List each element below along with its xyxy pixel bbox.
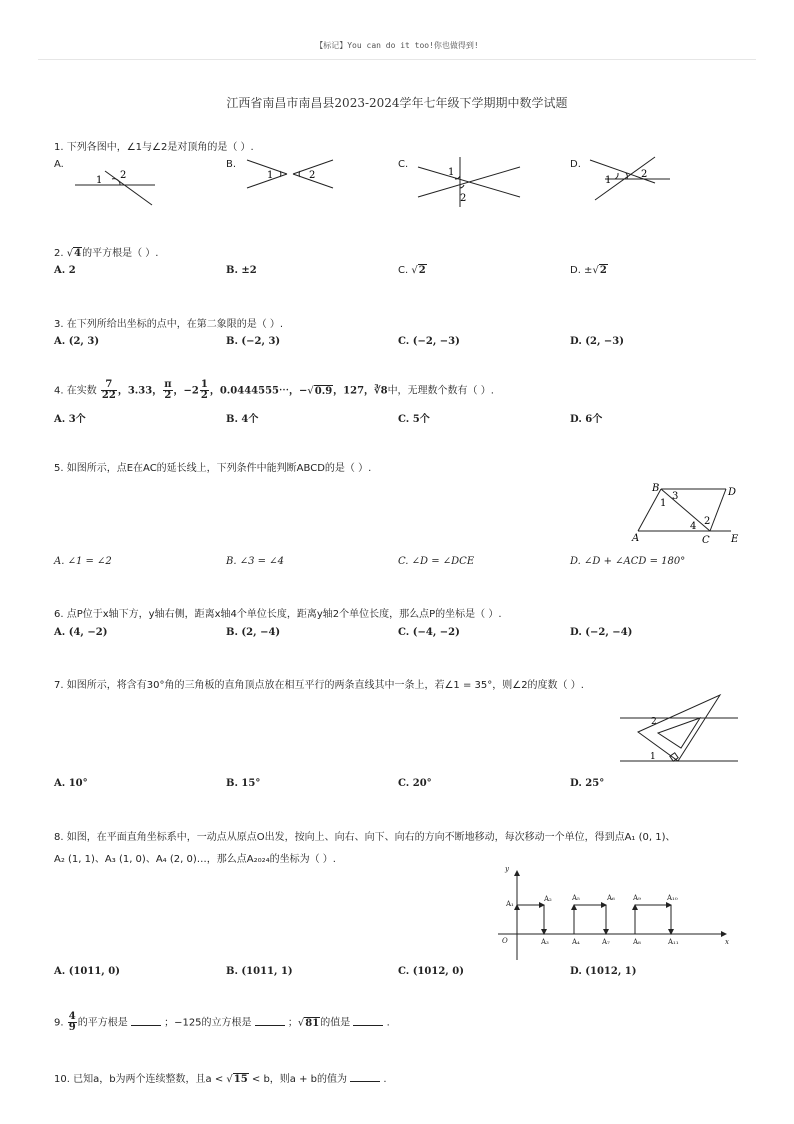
q5-angle-1: 1 [660,498,667,509]
q6-option-a[interactable]: A. (4, −2) [54,627,108,638]
q3-option-a[interactable]: A. (2, 3) [54,336,100,347]
q1-option-c[interactable]: C. [398,159,409,170]
q7-angle-1: 1 [650,752,656,762]
q8-label-a9: A₉ [633,894,641,902]
q5-option-c[interactable]: C. ∠D = ∠DCE [398,556,475,567]
q5-option-b[interactable]: B. ∠3 = ∠4 [226,556,284,567]
q8-option-b[interactable]: B. (1011, 1) [226,966,293,977]
q2-option-d[interactable]: D. ±√2 [570,265,607,276]
q6-option-b[interactable]: B. (2, −4) [226,627,281,638]
q1-figure-b [245,158,335,190]
q9-blank-3[interactable] [353,1016,383,1026]
q1d-angle-1: 1 [605,175,612,186]
q5-point-e: E [731,534,739,545]
q3-option-b[interactable]: B. (−2, 3) [226,336,281,347]
q7-option-c[interactable]: C. 20° [398,778,432,789]
q5-point-b: B [652,483,660,494]
q7-angle-2: 2 [651,717,657,727]
q8-label-a3: A₃ [541,938,549,946]
q8-figure [496,865,731,962]
q8-label-a11: A₁₁ [668,938,679,946]
q1c-angle-1: 1 [448,167,455,178]
q7-option-d[interactable]: D. 25° [570,778,605,789]
q8-label-a1: A₁ [506,900,514,908]
header-divider [38,59,756,60]
q5-angle-4: 4 [690,521,697,532]
q8-label-a6: A₆ [607,894,615,902]
question-2-stem: 2. √4的平方根是（ ）. [54,248,159,259]
q5-option-a[interactable]: A. ∠1 = ∠2 [54,556,112,567]
q1-figure-a [70,165,160,210]
q1c-angle-2: 2 [460,193,467,204]
q10-blank[interactable] [350,1072,380,1082]
q3-option-c[interactable]: C. (−2, −3) [398,336,460,347]
q1-figure-c [415,155,525,210]
q1-option-d[interactable]: D. [570,159,581,170]
question-4-stem: 4. 在实数 $\frac{7}{22}$ ，3.33， $\frac{\pi}{2}$ ，−2 $\frac{1}{2}$ ，0.0444555⋯，−√0.9，127，∛8中，无理数个数有（ ）. [54,379,494,401]
q5-angle-3: 3 [672,491,679,502]
question-3-stem: 3. 在下列所给出坐标的点中，在第二象限的是（ ）. [54,319,284,330]
q1d-angle-2: 2 [641,169,648,180]
q8-origin: O [502,937,508,945]
q4-fraction-7-22: $\frac{7}{22}$ [101,379,116,401]
q7-option-b[interactable]: B. 15° [226,778,261,789]
q9-fraction: $\frac{4}{9}$ [68,1011,76,1033]
q2-option-a[interactable]: A. 2 [54,265,76,276]
q8-label-a7: A₇ [602,938,610,946]
question-6-stem: 6. 点P位于x轴下方，y轴右侧，距离x轴4个单位长度，距离y轴2个单位长度，那么点P的坐标是（ ）. [54,609,502,620]
q3-option-d[interactable]: D. (2, −3) [570,336,624,347]
q4-option-d[interactable]: D. 6个 [570,414,603,425]
q8-label-a10: A₁₀ [667,894,678,902]
q8-axis-y: y [505,865,509,873]
q8-label-a8: A₈ [633,938,641,946]
q4-fraction-pi-2: $\frac{\pi}{2}$ [164,379,172,401]
question-8-stem-line2: A₂ (1, 1)、A₃ (1, 0)、A₄ (2, 0)…，那么点A₂₀₂₄的坐标为（ ）. [54,854,336,865]
q2-option-b[interactable]: B. ±2 [226,265,257,276]
q5-angle-2: 2 [704,516,711,527]
page-banner: 【标记】You can do it too!你也做得到! [315,41,479,50]
q2-option-c[interactable]: C. √2 [398,265,426,276]
q9-blank-2[interactable] [255,1016,285,1026]
q6-option-d[interactable]: D. (−2, −4) [570,627,633,638]
q5-point-d: D [728,487,737,498]
page-title: 江西省南昌市南昌县2023-2024学年七年级下学期期中数学试题 [226,96,568,110]
q8-option-d[interactable]: D. (1012, 1) [570,966,637,977]
q1-figure-d [585,155,675,205]
q8-label-a2: A₂ [544,895,552,903]
question-1-stem: 1. 下列各图中，∠1与∠2是对顶角的是（ ）. [54,142,254,153]
q1-option-a[interactable]: A. [54,159,64,170]
q4-mixed-fraction: $\frac{1}{2}$ [200,379,208,401]
q6-option-c[interactable]: C. (−4, −2) [398,627,460,638]
q5-figure [634,482,744,544]
q8-option-c[interactable]: C. (1012, 0) [398,966,464,977]
q9-blank-1[interactable] [131,1016,161,1026]
q1-option-b[interactable]: B. [226,159,237,170]
q4-option-a[interactable]: A. 3个 [54,414,86,425]
question-7-stem: 7. 如图所示，将含有30°角的三角板的直角顶点放在相互平行的两条直线其中一条上，若∠1 = 35°，则∠2的度数（ ）. [54,680,584,691]
question-5-stem: 5. 如图所示，点E在AC的延长线上，下列条件中能判断ABCD的是（ ）. [54,463,372,474]
q8-option-a[interactable]: A. (1011, 0) [54,966,120,977]
question-8-stem-line1: 8. 如图，在平面直角坐标系中，一动点从原点O出发，按向上、向右、向下、向右的方向不断地移动，每次移动一个单位，得到点A₁ (0, 1)、 [54,832,676,843]
q4-option-c[interactable]: C. 5个 [398,414,430,425]
question-10-stem: 10. 已知a，b为两个连续整数，且a < √15 < b，则a + b的值为 . [54,1074,387,1085]
q1b-angle-2: 2 [309,170,316,181]
q1b-angle-1: 1 [267,170,274,181]
q1a-angle-2: 2 [120,170,127,181]
q8-label-a4: A₄ [572,938,580,946]
q1a-angle-1: 1 [96,175,103,186]
q7-option-a[interactable]: A. 10° [54,778,88,789]
q5-option-d[interactable]: D. ∠D + ∠ACD = 180° [570,556,686,567]
question-9-stem: 9. $\frac{4}{9}$ 的平方根是 ；−125的立方根是 ；√81的值是 . [54,1011,390,1033]
q8-axis-x: x [725,938,729,946]
q5-point-a: A [632,533,640,544]
q8-label-a5: A₅ [572,894,580,902]
q4-option-b[interactable]: B. 4个 [226,414,259,425]
q7-figure [618,692,740,767]
q2-radicand: 4 [74,248,82,259]
q5-point-c: C [702,535,710,546]
